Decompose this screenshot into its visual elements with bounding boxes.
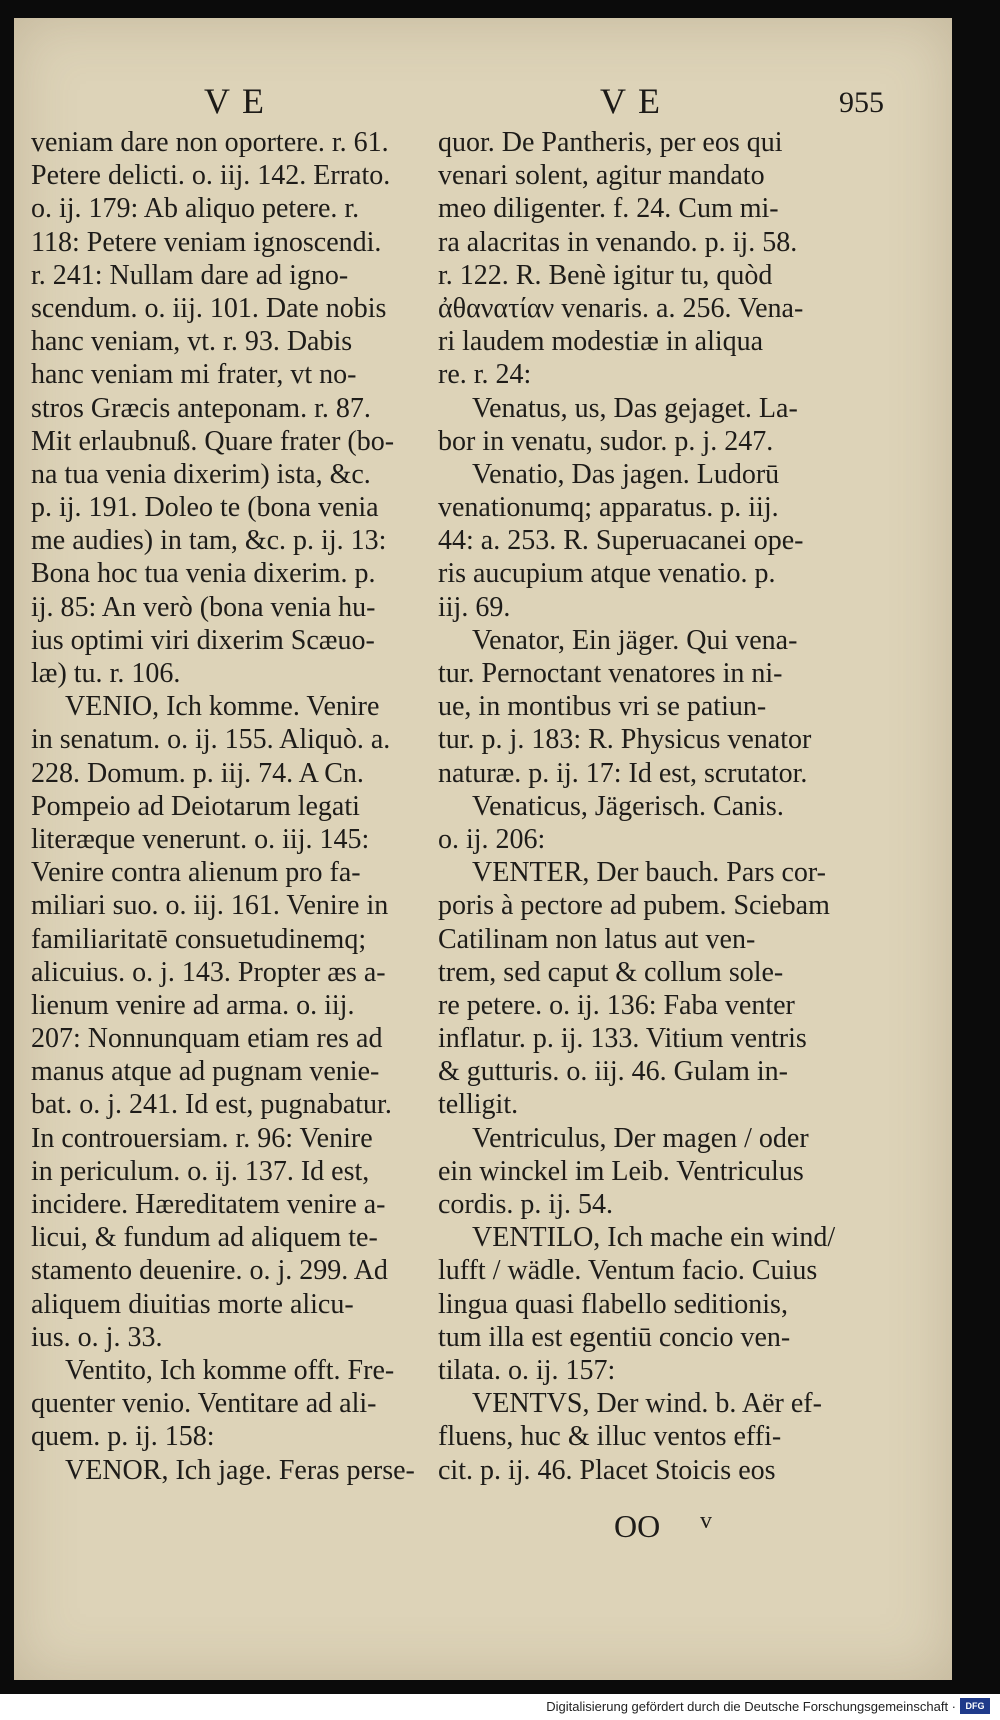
text-line: o. ij. 179: Ab aliquo petere. r.: [31, 193, 360, 225]
text-line: in periculum. o. ij. 137. Id est,: [31, 1155, 370, 1187]
text-line: inflatur. p. ij. 133. Vitium ventris: [438, 1023, 807, 1055]
catchword: OO: [614, 1508, 661, 1544]
text-line: ris aucupium atque venatio. p.: [438, 558, 776, 590]
text-line: in senatum. o. ij. 155. Aliquò. a.: [31, 724, 391, 756]
text-line: scendum. o. iij. 101. Date nobis: [31, 292, 387, 324]
text-line: ij. 85: An verò (bona venia hu-: [31, 591, 376, 623]
text-line: & gutturis. o. iij. 46. Gulam in-: [438, 1056, 788, 1088]
page-number: 955: [839, 86, 884, 119]
text-line: lufft / wädle. Ventum facio. Cuius: [438, 1255, 818, 1287]
text-line: telligit.: [438, 1089, 519, 1121]
text-line: Venaticus, Jägerisch. Canis.: [472, 790, 784, 822]
text-line: quor. De Pantheris, per eos qui: [438, 127, 783, 158]
running-head-left: VE: [204, 81, 276, 121]
text-line: tur. p. j. 183: R. Physicus venator: [438, 724, 812, 756]
text-line: ra alacritas in venando. p. ij. 58.: [438, 226, 798, 258]
text-line: ius optimi viri dixerim Scæuo-: [31, 624, 375, 656]
text-line: familiaritatē consuetudinemq;: [31, 923, 367, 955]
text-line: tum illa est egentiū concio ven-: [438, 1321, 791, 1353]
text-line: In controuersiam. r. 96: Venire: [31, 1122, 373, 1154]
dfg-logo: DFG: [960, 1698, 990, 1714]
text-line: VENIO, Ich komme. Venire: [65, 691, 380, 723]
signature-mark: v: [700, 1508, 712, 1534]
text-line: re. r. 24:: [438, 359, 532, 391]
text-line: Venator, Ein jäger. Qui vena-: [472, 624, 798, 656]
text-line: naturæ. p. ij. 17: Id est, scrutator.: [438, 757, 808, 789]
text-line: re petere. o. ij. 136: Faba venter: [438, 989, 795, 1021]
text-line: VENTER, Der bauch. Pars cor-: [472, 857, 826, 889]
text-line: miliari suo. o. iij. 161. Venire in: [31, 890, 389, 922]
text-line: manus atque ad pugnam venie-: [31, 1056, 380, 1088]
text-line: Ventriculus, Der magen / oder: [472, 1122, 809, 1154]
text-line: VENOR, Ich jage. Feras perse-: [65, 1454, 415, 1486]
text-line: 228. Domum. p. iij. 74. A Cn.: [31, 757, 364, 789]
text-line: Petere delicti. o. iij. 142. Errato.: [31, 160, 391, 192]
text-line: p. ij. 191. Doleo te (bona venia: [31, 492, 379, 524]
right-column: [438, 126, 843, 1487]
text-line: cit. p. ij. 46. Placet Stoicis eos: [438, 1454, 776, 1486]
text-line: licui, & fundum ad aliquem te-: [31, 1222, 378, 1254]
text-line: quenter venio. Ventitare ad ali-: [31, 1388, 377, 1420]
text-line: stamento deuenire. o. j. 299. Ad: [31, 1255, 388, 1287]
text-line: VENTVS, Der wind. b. Aër ef-: [472, 1388, 822, 1420]
text-line: Bona hoc tua venia dixerim. p.: [31, 558, 376, 590]
text-line: iij. 69.: [438, 591, 511, 623]
text-line: Venire contra alienum pro fa-: [31, 857, 361, 889]
scanned-page: [14, 18, 952, 1680]
footer-credit: Digitalisierung gefördert durch die Deutsche Forschungsgemeinschaft ·: [546, 1699, 956, 1714]
text-line: ri laudem modestiæ in aliqua: [438, 326, 764, 358]
text-line: ius. o. j. 33.: [31, 1321, 163, 1353]
text-line: ein winckel im Leib. Ventriculus: [438, 1155, 804, 1187]
text-line: quem. p. ij. 158:: [31, 1421, 215, 1453]
text-line: 207: Nonnunquam etiam res ad: [31, 1023, 383, 1055]
text-line: 118: Petere veniam ignoscendi.: [31, 226, 382, 258]
text-line: fluens, huc & illuc ventos effi-: [438, 1421, 782, 1453]
text-line: aliquem diuitias morte alicu-: [31, 1288, 354, 1320]
text-line: na tua venia dixerim) ista, &c.: [31, 458, 371, 490]
text-line: stros Græcis anteponam. r. 87.: [31, 392, 371, 424]
text-line: alicuius. o. j. 143. Propter æs a-: [31, 956, 386, 988]
text-line: bat. o. j. 241. Id est, pugnabatur.: [31, 1089, 392, 1121]
text-line: 44: a. 253. R. Superuacanei ope-: [438, 525, 804, 557]
text-line: r. 122. R. Benè igitur tu, quòd: [438, 259, 773, 291]
left-column: [31, 126, 426, 1487]
text-line: læ) tu. r. 106.: [31, 658, 181, 689]
text-line: bor in venatu, sudor. p. j. 247.: [438, 425, 774, 457]
text-line: ue, in montibus vri se patiun-: [438, 691, 767, 723]
text-line: meo diligenter. f. 24. Cum mi-: [438, 193, 779, 225]
text-line: r. 241: Nullam dare ad igno-: [31, 259, 349, 291]
text-line: venari solent, agitur mandato: [438, 160, 765, 192]
text-line: venationumq; apparatus. p. iij.: [438, 492, 779, 524]
text-line: o. ij. 206:: [438, 823, 546, 855]
text-line: lienum venire ad arma. o. iij.: [31, 989, 355, 1021]
text-line: poris à pectore ad pubem. Sciebam: [438, 890, 830, 922]
running-head-right: VE: [600, 81, 672, 121]
text-line: tur. Pernoctant venatores in ni-: [438, 658, 783, 689]
text-line: me audies) in tam, &c. p. ij. 13:: [31, 525, 387, 557]
text-line: Venatio, Das jagen. Ludorū: [472, 458, 780, 490]
digitization-footer: [0, 1694, 1000, 1720]
text-line: veniam dare non oportere. r. 61.: [31, 127, 389, 158]
text-line: trem, sed caput & collum sole-: [438, 956, 784, 988]
text-line: Ventito, Ich komme offt. Fre-: [65, 1354, 395, 1386]
text-line: VENTILO, Ich mache ein wind/: [472, 1222, 836, 1254]
text-line: Catilinam non latus aut ven-: [438, 923, 756, 955]
text-line: Mit erlaubnuß. Quare frater (bo-: [31, 425, 395, 457]
text-line: incidere. Hæreditatem venire a-: [31, 1189, 386, 1220]
text-line: literæque venerunt. o. iij. 145:: [31, 823, 370, 855]
text-line: tilata. o. ij. 157:: [438, 1354, 616, 1386]
text-line: Venatus, us, Das gejaget. La-: [472, 392, 798, 424]
text-line: Pompeio ad Deiotarum legati: [31, 790, 360, 822]
text-line: hanc veniam mi frater, vt no-: [31, 359, 357, 391]
text-line: cordis. p. ij. 54.: [438, 1189, 613, 1220]
text-line: hanc veniam, vt. r. 93. Dabis: [31, 326, 353, 358]
text-line: ἀθανατίαν venaris. a. 256. Vena-: [438, 292, 804, 324]
text-line: lingua quasi flabello seditionis,: [438, 1288, 788, 1320]
